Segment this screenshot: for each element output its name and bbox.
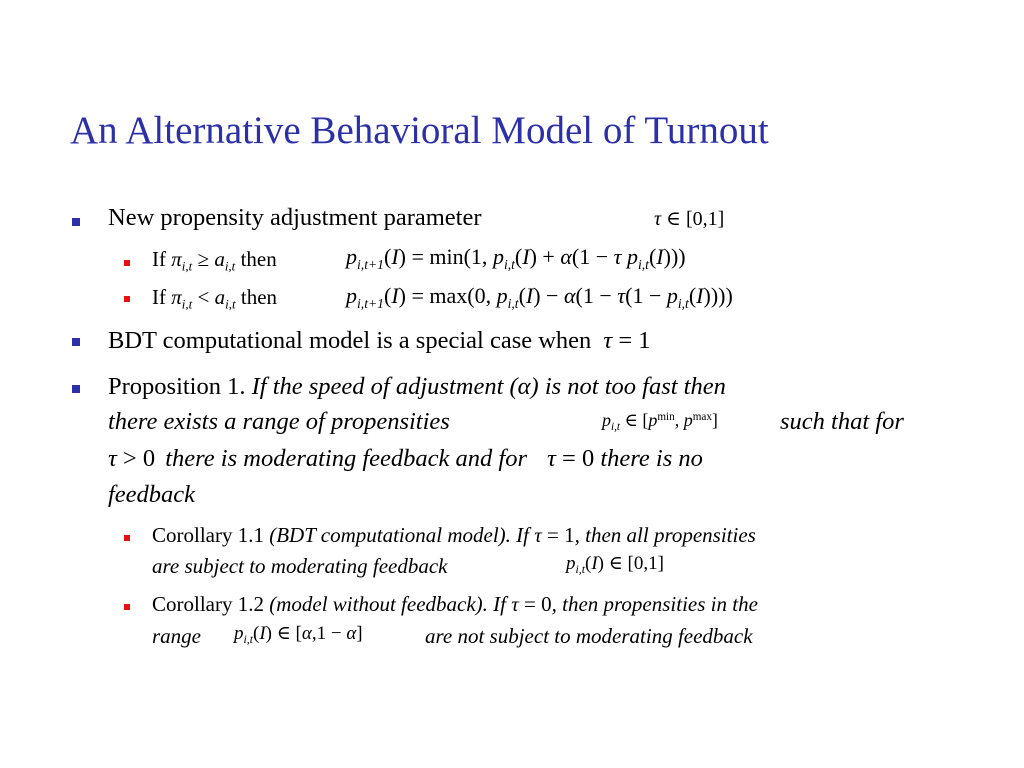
sub-bullet-marker (124, 296, 130, 302)
corollary-1-2-text: (model without feedback). If (269, 592, 506, 616)
bullet-1 (108, 201, 482, 235)
proposition-text-4: such that for (780, 408, 904, 435)
update-formula-max: $p_{i,t+1}(I) = \max(0$, $p_{i,t}(I) - \alpha(1 - \tau(1 - p_{i,t}(I)))$) (346, 283, 733, 311)
corollary-1-2-line-2 (152, 622, 201, 651)
tau-range-formula: τ ∈ [0,1] (654, 208, 725, 230)
sub-bullet-1: If $\pi_{i,t} \ge a_{i,t}$ then (152, 247, 277, 274)
corollary-1-2-line-2-text: are not subject to moderating feedback (425, 624, 753, 648)
corollary-1-2-label: Corollary 1.2 (152, 592, 264, 616)
sub-bullet-marker (124, 260, 130, 266)
bullet-3-line-1 (108, 370, 726, 404)
proposition-label: Proposition 1. (108, 373, 246, 400)
corollary-1-1-label: Corollary 1.1 (152, 523, 264, 547)
corollary-1-1-line-2-text: are subject to moderating feedback (152, 554, 448, 578)
corollary-1-2-range-label: range (152, 624, 201, 648)
proposition-text-7: feedback (108, 481, 196, 508)
corollary-1-1-text: (BDT computational model). If (269, 523, 529, 547)
corollary-1-1-line-1: Corollary 1.1 (BDT computational model). If τ = 1, then all propensities (152, 523, 756, 547)
propensity-range-formula: $p_{i,t}$ ∈ [$p^{min}$, $p^{max}$] (602, 410, 718, 433)
if-label: If (152, 285, 166, 309)
bullet-marker (72, 218, 80, 226)
bullet-3-line-3: τ > 0 there is moderating feedback and for τ = 0 there is no (108, 445, 703, 472)
bullet-2-text: BDT computational model is a special case when (108, 327, 592, 354)
corollary-1-2-rest: , then propensities in the (551, 592, 758, 616)
update-formula-min: $p_{i,t+1}(I) = \min(1$, $p_{i,t}(I) + \alpha(1 - \tau$ $p_{i,t}(I)$)) (346, 244, 686, 272)
bullet-3-line-2-end (780, 405, 904, 439)
bullet-marker (72, 385, 80, 393)
if-label: If (152, 247, 166, 271)
proposition-text-3: there exists a range of propensities (108, 408, 450, 435)
sub-bullet-marker (124, 535, 130, 541)
bullet-1-text: New propensity adjustment parameter (108, 204, 482, 231)
bullet-3-line-4 (108, 478, 195, 512)
alpha-range-formula: $p_{i,t}(I)$ ∈ [α,1 − α] (234, 623, 363, 647)
proposition-text-1: If the speed of adjustment ( (251, 373, 518, 400)
sub-bullet-2: If $\pi_{i,t} < a_{i,t}$ then (152, 285, 278, 312)
alpha-symbol: α (517, 373, 531, 400)
slide-title: An Alternative Behavioral Model of Turnout (70, 109, 769, 152)
bullet-marker (72, 338, 80, 346)
corollary-1-2-line-1: Corollary 1.2 (model without feedback). If τ = 0, then propensities in the (152, 592, 758, 616)
then-label: then (240, 247, 277, 271)
proposition-text-2: ) is not too fast then (530, 373, 726, 400)
sub-bullet-marker (124, 604, 130, 610)
proposition-text-6: there is no (600, 445, 703, 472)
corollary-1-1-line-2 (152, 552, 447, 581)
bullet-3-line-2 (108, 405, 450, 439)
full-range-formula: $p_{i,t}(I)$ ∈ [0,1] (566, 553, 664, 577)
proposition-text-5: there is moderating feedback and for (165, 445, 527, 472)
corollary-1-2-line-2-end (425, 622, 753, 651)
then-label: then (240, 285, 278, 309)
bullet-2: BDT computational model is a special case when τ = 1 (108, 327, 651, 354)
corollary-1-1-rest: , then all propensities (574, 523, 756, 547)
